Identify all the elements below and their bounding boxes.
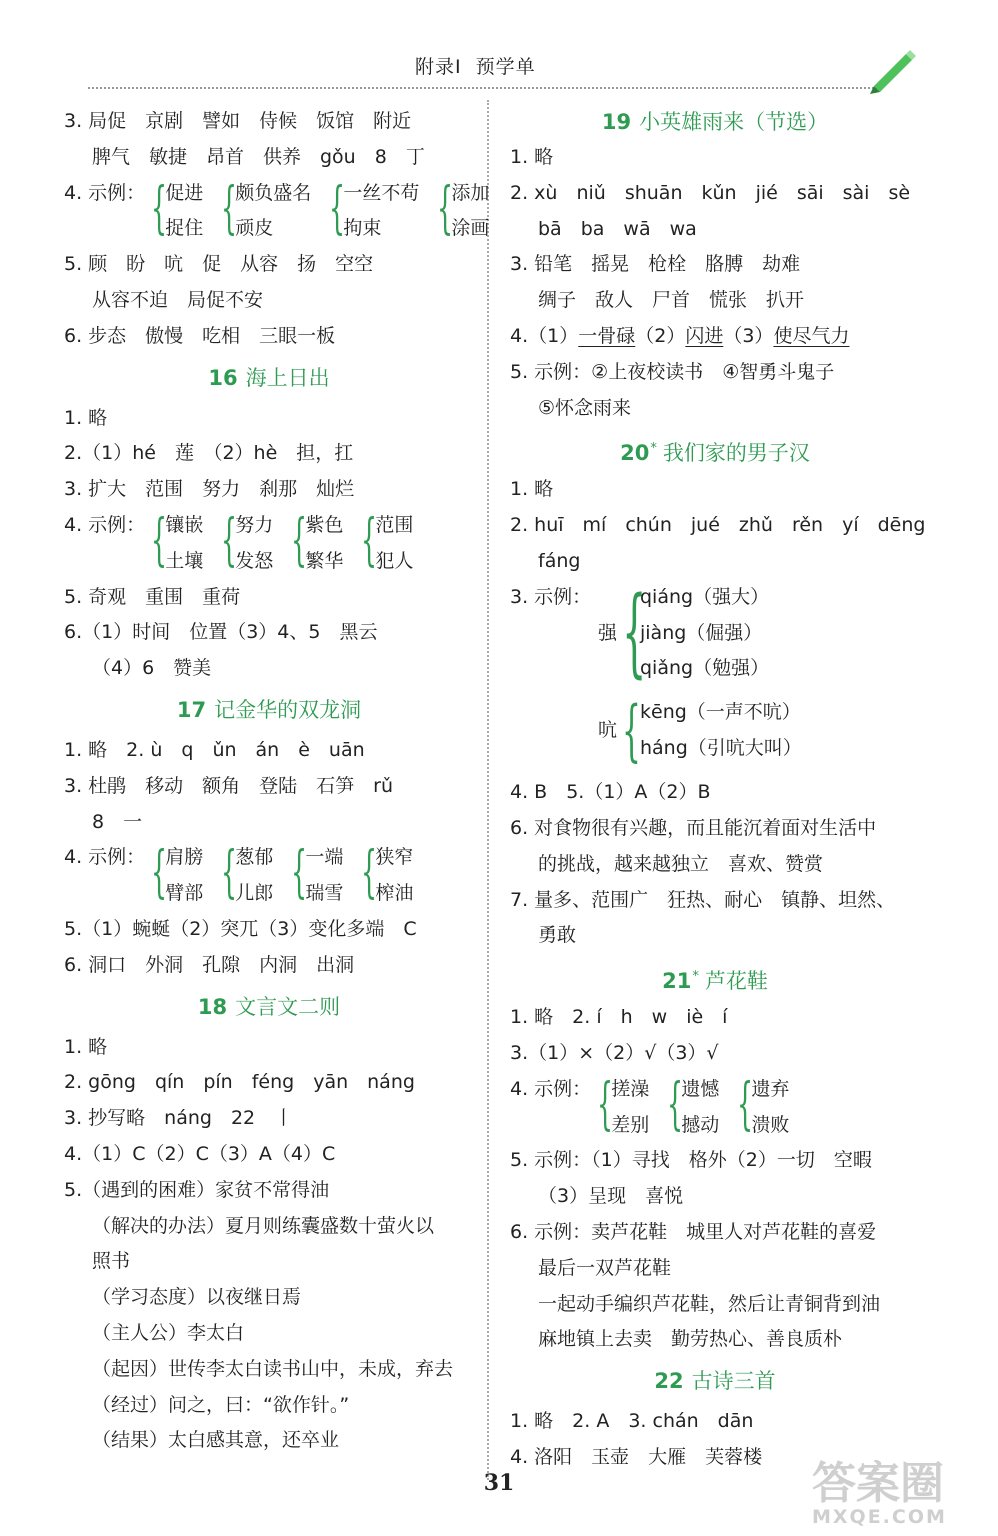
answer-line: 5.（遇到的困难）家贫不常得油: [64, 1178, 330, 1201]
answer-line: 3.（1）×（2）√（3）√: [510, 1041, 719, 1064]
word-pair: { 一端 瑞雪: [291, 840, 344, 906]
answer-line: 的挑战，越来越独立 喜欢、赞赏: [538, 852, 824, 875]
word-pair: { 努力 发怒: [221, 507, 274, 573]
reading-item: qiǎng（勉强）: [640, 657, 770, 680]
polyphone-group: 3. 示例： 强 { qiáng（强大） jiàng（倔强） qiǎng（勉强）: [510, 575, 770, 688]
polyphone-char: 吭: [598, 719, 618, 742]
section-title-19: 19 小英雄雨来（节选）: [601, 110, 829, 134]
example-label: 3. 示例：: [510, 585, 592, 608]
answer-line: 麻地镇上去卖 勤劳热心、善良质朴: [538, 1328, 843, 1351]
word-pair: { 范围 犯人: [361, 507, 414, 573]
example-pairs: [510, 1072, 920, 1144]
answer-line: 勇敢: [538, 924, 577, 947]
answer-line: 1. 略: [510, 146, 554, 168]
answer-line: bā ba wā wa: [538, 217, 697, 240]
answer-line: 最后一双芦花鞋: [538, 1256, 672, 1279]
answer-line: 2.（1）hé 莲 （2）hè 担，扛: [64, 442, 354, 465]
polyphone-char: 强: [598, 621, 618, 644]
page-number: 31: [483, 1470, 515, 1496]
section-title-17: 17 记金华的双龙洞: [176, 697, 362, 722]
word-pair: { 肩膀 臂部: [151, 840, 204, 906]
example-label: 4. 示例：: [64, 181, 146, 204]
word-pair: { 搓澡 差别: [597, 1071, 650, 1137]
word-pair: { 促进 捉住: [151, 175, 204, 241]
underlined-answer: 一骨碌: [578, 324, 636, 347]
section-title-20: 20* 我们家的男子汉: [620, 441, 810, 466]
example-label: 4. 示例：: [64, 846, 146, 869]
section-title-21: 21* 芦花鞋: [662, 969, 768, 994]
word-pair: { 狭窄 榨油: [361, 840, 414, 906]
word-pair: { 遗弃 溃败: [737, 1071, 790, 1137]
answer-line: 6. 洞口 外洞 孔隙 内洞 出洞: [64, 953, 355, 976]
answer-line: 5. 奇观 重围 重荷: [64, 585, 241, 608]
answer-line: 2. huī mí chún jué zhǔ rěn yí dēng: [510, 514, 926, 537]
page-header: [0, 48, 998, 88]
answer-line: 脾气 敏捷 昂首 供养 gǒu 8 丁: [92, 145, 425, 168]
reading-item: qiáng（强大）: [640, 585, 770, 608]
answer-line: 照书: [92, 1250, 131, 1273]
answer-line: 5. 示例：②上夜校读书 ④智勇斗鬼子: [510, 360, 835, 383]
underlined-answer: 使尽气力: [773, 324, 850, 347]
answer-line: 7. 量多、范围广 狂热、耐心 镇静、坦然、: [510, 888, 896, 911]
watermark-logo: 答案圈 MXQE.COM: [812, 1458, 947, 1528]
answer-line: （4）6 赞美: [92, 657, 212, 680]
answer-line: （起因）世传李太白读书山中，未成，弃去: [92, 1357, 454, 1380]
answer-line: 4.（1）C（2）C（3）A（4）C: [64, 1142, 336, 1165]
answer-line: 6. 对食物很有兴趣，而且能沉着面对生活中: [510, 816, 877, 839]
answer-line: （解决的办法）夏月则练囊盛数十萤火以: [92, 1214, 435, 1237]
answer-line: 4. B 5.（1）A（2）B: [510, 781, 711, 804]
answer-line: 1. 略: [64, 406, 108, 429]
example-label: 4. 示例：: [510, 1077, 592, 1100]
answer-line: 1. 略 2. ù q ǔn án è uān: [64, 738, 365, 761]
reading-item: háng（引吭大叫）: [640, 736, 802, 759]
reading-item: jiàng（倔强）: [640, 621, 763, 644]
answer-line: 4. 洛阳 玉壶 大雁 芙蓉楼: [510, 1445, 763, 1468]
answer-line: 5.（1）蜿蜒（2）突兀（3）变化多端 C: [64, 917, 417, 940]
underlined-answer: 闪进: [685, 324, 724, 347]
answer-line: 1. 略: [510, 478, 554, 501]
answer-line: 3. 铅笔 摇晃 枪栓 胳膊 劫难: [510, 253, 801, 276]
example-pairs: [64, 508, 474, 580]
section-title-16: 16 海上日出: [208, 365, 330, 390]
answer-line: （结果）太白感其意，还卒业: [92, 1429, 340, 1452]
example-pairs: [64, 175, 490, 248]
word-pair: { 紫色 繁华: [291, 507, 344, 573]
pencil-icon: [866, 44, 916, 94]
answer-line: 1. 略 2. A 3. chán dān: [510, 1410, 754, 1433]
header-name: 预学单: [475, 56, 536, 78]
section-title-18: 18 文言文二则: [197, 994, 341, 1019]
header-section: 附录Ⅰ: [415, 56, 462, 78]
answer-line: 绸子 敌人 尸首 慌张 扒开: [538, 289, 805, 312]
header-title: [415, 52, 536, 79]
left-column: [64, 104, 490, 1459]
answer-line: fáng: [538, 549, 581, 572]
reading-item: kēng（一声不吭）: [640, 701, 801, 724]
answer-line: （经过）问之，曰：“欲作针。”: [92, 1393, 350, 1416]
answer-line: 2. gōng qín pín féng yān náng: [64, 1071, 415, 1094]
answer-line: 8 一: [92, 810, 143, 833]
section-title-22: 22 古诗三首: [654, 1369, 776, 1394]
answer-line: 一起动手编织芦花鞋，然后让青铜背到油: [538, 1292, 881, 1315]
answer-line: 5. 示例：（1）寻找 格外（2）一切 空暇: [510, 1149, 872, 1172]
answer-line: 3. 杜鹃 移动 额角 登陆 石笋 rǔ: [64, 774, 394, 797]
answer-line: 6. 示例：卖芦花鞋 城里人对芦花鞋的喜爱: [510, 1220, 877, 1243]
polyphone-group: 吭 { kēng（一声不吭） háng（引吭大叫）: [598, 692, 802, 770]
word-pair: { 颇负盛名 顽皮: [221, 175, 312, 241]
answer-line: 从容不迫 局促不安: [92, 288, 264, 311]
word-pair: { 葱郁 儿郎: [221, 840, 274, 906]
answer-line: 6. 步态 傲慢 吃相 三眼一板: [64, 324, 336, 347]
answer-line: 2. xù niǔ shuān kǔn jié sāi sài sè: [510, 181, 911, 204]
answer-line: ⑤怀念雨来: [538, 396, 632, 419]
answer-line: （主人公）李太白: [92, 1321, 245, 1344]
right-column: [510, 104, 926, 1476]
word-pair: { 遗憾 撼动: [667, 1071, 720, 1137]
answer-line: （3）呈现 喜悦: [538, 1185, 684, 1208]
answer-line: 4.（1）一骨碌（2）闪进（3）使尽气力: [510, 324, 850, 347]
answer-line: 1. 略: [64, 1035, 108, 1058]
answer-line: 1. 略 2. í h w iè í: [510, 1006, 728, 1029]
answer-line: 3. 局促 京剧 譬如 侍候 饭馆 附近: [64, 110, 412, 132]
word-pair: { 添加 涂画: [437, 175, 490, 241]
answer-line: 3. 扩大 范围 努力 刹那 灿烂: [64, 478, 355, 501]
word-pair: { 一丝不苟 拘束: [329, 175, 420, 241]
word-pair: { 镶嵌 土壤: [151, 507, 204, 573]
answer-line: 5. 顾 盼 吭 促 从容 扬 空空: [64, 253, 374, 276]
example-pairs: [64, 840, 474, 912]
answer-line: 6.（1）时间 位置（3）4、5 黑云: [64, 621, 378, 644]
example-label: 4. 示例：: [64, 513, 146, 536]
answer-line: （学习态度）以夜继日焉: [92, 1286, 302, 1309]
answer-line: 3. 抄写略 náng 22 丨: [64, 1107, 294, 1130]
header-dotted-rule: [88, 87, 878, 89]
column-divider: [487, 100, 489, 1480]
